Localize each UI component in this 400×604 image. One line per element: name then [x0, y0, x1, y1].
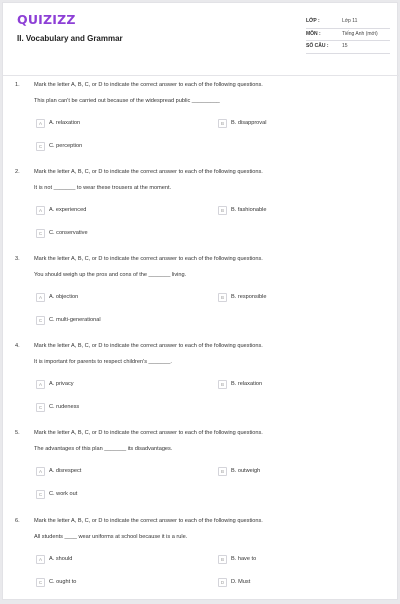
question-4: [3, 343, 399, 429]
option-a[interactable]: [36, 292, 78, 302]
option-letter-box: A: [36, 555, 45, 564]
option-text: A. privacy: [49, 381, 74, 387]
quizizz-logo: QUIZIZZ: [17, 12, 76, 27]
option-letter-box: A: [36, 206, 45, 215]
option-text: C. conservative: [49, 230, 88, 236]
section-title: II. Vocabulary and Grammar: [17, 34, 123, 43]
header-divider: [3, 75, 399, 76]
option-text: B. disapproval: [231, 120, 267, 126]
question-1: [3, 82, 399, 168]
info-row-question-count: [306, 42, 390, 54]
question-number: 2.: [15, 169, 20, 175]
info-row-subject: [306, 30, 390, 42]
question-instruction: Mark the letter A, B, C, or D to indicate the correct answer to each of the following questions.: [34, 82, 263, 88]
question-instruction: Mark the letter A, B, C, or D to indicate the correct answer to each of the following questions.: [34, 169, 263, 175]
question-5: [3, 430, 399, 516]
option-a[interactable]: [36, 379, 74, 389]
option-letter-box: A: [36, 119, 45, 128]
question-stem: The advantages of this plan _______ its disadvantages.: [34, 446, 173, 452]
option-d[interactable]: [218, 577, 250, 587]
option-letter-box: B: [218, 467, 227, 476]
option-letter-box: C: [36, 578, 45, 587]
option-letter-box: D: [218, 578, 227, 587]
option-text: B. relaxation: [231, 381, 263, 387]
option-c[interactable]: [36, 577, 76, 587]
option-letter-box: B: [218, 119, 227, 128]
option-c[interactable]: [36, 489, 77, 499]
option-letter-box: C: [36, 316, 45, 325]
option-text: D. Must: [231, 579, 251, 585]
question-stem: All students ____ wear uniforms at school because it is a rule.: [34, 534, 188, 540]
question-stem: It is not _______ to wear these trousers at the moment.: [34, 185, 172, 191]
option-text: B. have to: [231, 556, 257, 562]
option-text: C. rudeness: [49, 404, 80, 410]
option-letter-box: C: [36, 403, 45, 412]
option-b[interactable]: [218, 379, 262, 389]
option-b[interactable]: [218, 118, 266, 128]
question-number: 1.: [15, 82, 20, 88]
question-stem: This plan can't be carried out because of the widespread public _________: [34, 98, 220, 104]
info-label: SỐ CÂU :: [306, 43, 329, 49]
question-instruction: Mark the letter A, B, C, or D to indicate the correct answer to each of the following questions.: [34, 430, 263, 436]
option-b[interactable]: [218, 205, 266, 215]
option-b[interactable]: [218, 466, 260, 476]
option-text: C. work out: [49, 491, 78, 497]
option-letter-box: C: [36, 229, 45, 238]
option-letter-box: C: [36, 142, 45, 151]
option-text: C. ought to: [49, 579, 77, 585]
option-text: C. perception: [49, 143, 83, 149]
question-number: 5.: [15, 430, 20, 436]
worksheet-page: [2, 2, 398, 600]
question-instruction: Mark the letter A, B, C, or D to indicate the correct answer to each of the following questions.: [34, 256, 263, 262]
option-text: A. objection: [49, 294, 79, 300]
info-row-class: [306, 17, 390, 29]
option-letter-box: A: [36, 467, 45, 476]
option-text: B. fashionable: [231, 207, 267, 213]
info-value: Tiếng Anh (mới): [342, 30, 378, 37]
info-value: Lớp 11: [342, 18, 358, 24]
option-b[interactable]: [218, 292, 266, 302]
question-2: [3, 169, 399, 255]
option-letter-box: B: [218, 293, 227, 302]
info-value: 15: [342, 43, 348, 49]
option-c[interactable]: [36, 228, 88, 238]
question-instruction: Mark the letter A, B, C, or D to indicate the correct answer to each of the following questions.: [34, 518, 263, 524]
option-b[interactable]: [218, 554, 256, 564]
option-letter-box: B: [218, 380, 227, 389]
info-panel: [306, 17, 390, 54]
question-number: 3.: [15, 256, 20, 262]
option-a[interactable]: [36, 205, 86, 215]
info-label: LỚP :: [306, 18, 320, 24]
option-text: A. experienced: [49, 207, 87, 213]
option-text: C. multi-generational: [49, 317, 101, 323]
option-c[interactable]: [36, 315, 101, 325]
option-text: B. responsible: [231, 294, 267, 300]
option-letter-box: C: [36, 490, 45, 499]
question-6: [3, 518, 399, 604]
info-label: MÔN :: [306, 30, 321, 37]
worksheet-header: [3, 3, 399, 75]
question-stem: You should weigh up the pros and cons of the _______ living.: [34, 272, 187, 278]
question-3: [3, 256, 399, 342]
option-a[interactable]: [36, 466, 81, 476]
option-a[interactable]: [36, 118, 80, 128]
option-c[interactable]: [36, 402, 79, 412]
option-text: A. disrespect: [49, 468, 82, 474]
option-a[interactable]: [36, 554, 72, 564]
option-text: A. relaxation: [49, 120, 81, 126]
question-number: 6.: [15, 518, 20, 524]
question-stem: It is important for parents to respect children's _______.: [34, 359, 172, 365]
option-letter-box: A: [36, 293, 45, 302]
question-instruction: Mark the letter A, B, C, or D to indicate the correct answer to each of the following questions.: [34, 343, 263, 349]
option-letter-box: A: [36, 380, 45, 389]
question-number: 4.: [15, 343, 20, 349]
option-text: B. outweigh: [231, 468, 261, 474]
option-text: A. should: [49, 556, 73, 562]
option-letter-box: B: [218, 206, 227, 215]
option-letter-box: B: [218, 555, 227, 564]
option-c[interactable]: [36, 141, 82, 151]
